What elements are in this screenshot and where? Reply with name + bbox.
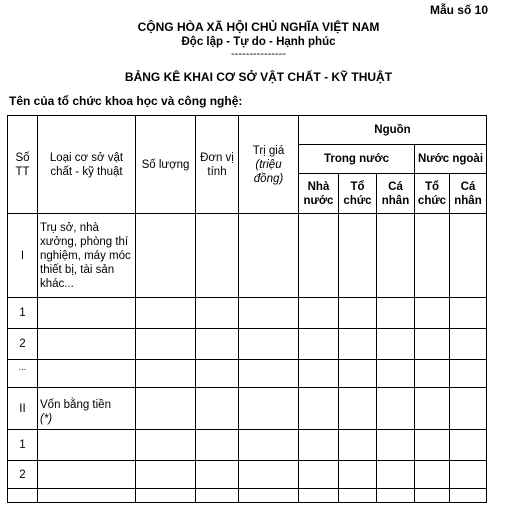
row-unit — [196, 329, 239, 360]
row-foreign-individual — [450, 298, 487, 329]
row-stt: 2 — [8, 461, 38, 489]
row-organization — [339, 329, 377, 360]
row-value — [239, 388, 299, 430]
row-quantity — [136, 329, 196, 360]
row-category: Trụ sở, nhà xưởng, phòng thí nghiệm, máy móc thiết bị, tài sản khác... — [38, 214, 136, 298]
row-stt: ... — [8, 360, 38, 388]
row-state — [299, 388, 339, 430]
row-individual — [377, 329, 415, 360]
row-state — [299, 461, 339, 489]
header-foreign: Nước ngoài — [415, 145, 487, 174]
table-row — [8, 360, 487, 388]
organization-label: Tên của tổ chức khoa học và công nghệ: — [9, 94, 243, 108]
row-organization — [339, 388, 377, 430]
row-state — [299, 489, 339, 503]
row-foreign-organization — [415, 214, 450, 298]
row-foreign-individual — [450, 430, 487, 461]
form-number: Mẫu số 10 — [429, 3, 488, 17]
row-foreign-organization — [415, 329, 450, 360]
row-individual — [377, 298, 415, 329]
row-unit — [196, 388, 239, 430]
row-individual — [377, 360, 415, 388]
row-category — [38, 360, 136, 388]
table-row — [8, 489, 487, 503]
row-stt — [8, 489, 38, 503]
row-organization — [339, 298, 377, 329]
row-category — [38, 298, 136, 329]
header-category: Loại cơ sở vật chất - kỹ thuật — [38, 116, 136, 214]
row-unit — [196, 430, 239, 461]
row-category — [38, 388, 136, 430]
header-organization: Tổ chức — [339, 174, 377, 214]
row-stt: 1 — [8, 298, 38, 329]
row-quantity — [136, 388, 196, 430]
header-separator: --------------- — [231, 48, 286, 60]
row-foreign-individual — [450, 489, 487, 503]
facilities-table — [7, 115, 487, 503]
national-motto: Độc lập - Tự do - Hạnh phúc — [181, 36, 336, 48]
table-row — [8, 388, 487, 430]
header-foreign-organization: Tổ chức — [415, 174, 450, 214]
row-stt: II — [8, 388, 38, 430]
row-category — [38, 329, 136, 360]
row-category — [38, 489, 136, 503]
row-foreign-individual — [450, 360, 487, 388]
row-state — [299, 298, 339, 329]
row-individual — [377, 489, 415, 503]
row-organization — [339, 214, 377, 298]
row-unit — [196, 461, 239, 489]
row-value — [239, 298, 299, 329]
header-row-1 — [8, 116, 487, 145]
row-unit — [196, 360, 239, 388]
row-organization — [339, 489, 377, 503]
row-quantity — [136, 489, 196, 503]
row-quantity — [136, 298, 196, 329]
row-individual — [377, 214, 415, 298]
row-category-note: (*) — [40, 412, 53, 425]
table-row — [8, 214, 487, 298]
country-name: CỘNG HÒA XÃ HỘI CHỦ NGHĨA VIỆT NAM — [137, 20, 380, 34]
header-value-unit: (triệu đồng) — [253, 158, 284, 185]
row-state — [299, 360, 339, 388]
row-value — [239, 461, 299, 489]
table-row — [8, 430, 487, 461]
header-value-label: Trị giá — [252, 144, 285, 157]
row-quantity — [136, 461, 196, 489]
row-foreign-individual — [450, 388, 487, 430]
row-value — [239, 360, 299, 388]
row-individual — [377, 461, 415, 489]
row-category — [38, 461, 136, 489]
table-row — [8, 461, 487, 489]
table-row — [8, 329, 487, 360]
row-quantity — [136, 430, 196, 461]
row-foreign-organization — [415, 360, 450, 388]
row-foreign-organization — [415, 430, 450, 461]
row-foreign-organization — [415, 461, 450, 489]
row-state — [299, 430, 339, 461]
row-state — [299, 214, 339, 298]
header-source: Nguồn — [299, 116, 487, 145]
row-state — [299, 329, 339, 360]
header-unit: Đơn vị tính — [196, 116, 239, 214]
row-category — [38, 430, 136, 461]
row-quantity — [136, 360, 196, 388]
header-domestic: Trong nước — [299, 145, 415, 174]
row-value — [239, 430, 299, 461]
row-value — [239, 214, 299, 298]
header-foreign-individual: Cá nhân — [450, 174, 487, 214]
row-individual — [377, 388, 415, 430]
row-stt: I — [8, 214, 38, 298]
row-foreign-organization — [415, 489, 450, 503]
header-quantity: Số lượng — [136, 116, 196, 214]
row-foreign-organization — [415, 388, 450, 430]
row-unit — [196, 298, 239, 329]
row-organization — [339, 430, 377, 461]
row-category-label: Vốn bằng tiền — [40, 398, 111, 411]
header-state: Nhà nước — [299, 174, 339, 214]
row-value — [239, 329, 299, 360]
row-quantity — [136, 214, 196, 298]
row-foreign-individual — [450, 329, 487, 360]
row-stt: 1 — [8, 430, 38, 461]
header-individual: Cá nhân — [377, 174, 415, 214]
row-individual — [377, 430, 415, 461]
row-foreign-individual — [450, 214, 487, 298]
row-unit — [196, 214, 239, 298]
header-value — [239, 116, 299, 214]
document-title: BẢNG KÊ KHAI CƠ SỞ VẬT CHẤT - KỸ THUẬT — [124, 70, 393, 84]
row-organization — [339, 461, 377, 489]
row-foreign-organization — [415, 298, 450, 329]
table-row — [8, 298, 487, 329]
row-unit — [196, 489, 239, 503]
row-stt: 2 — [8, 329, 38, 360]
document-header — [0, 20, 509, 59]
row-organization — [339, 360, 377, 388]
row-foreign-individual — [450, 461, 487, 489]
row-value — [239, 489, 299, 503]
header-stt: Số TT — [8, 116, 38, 214]
